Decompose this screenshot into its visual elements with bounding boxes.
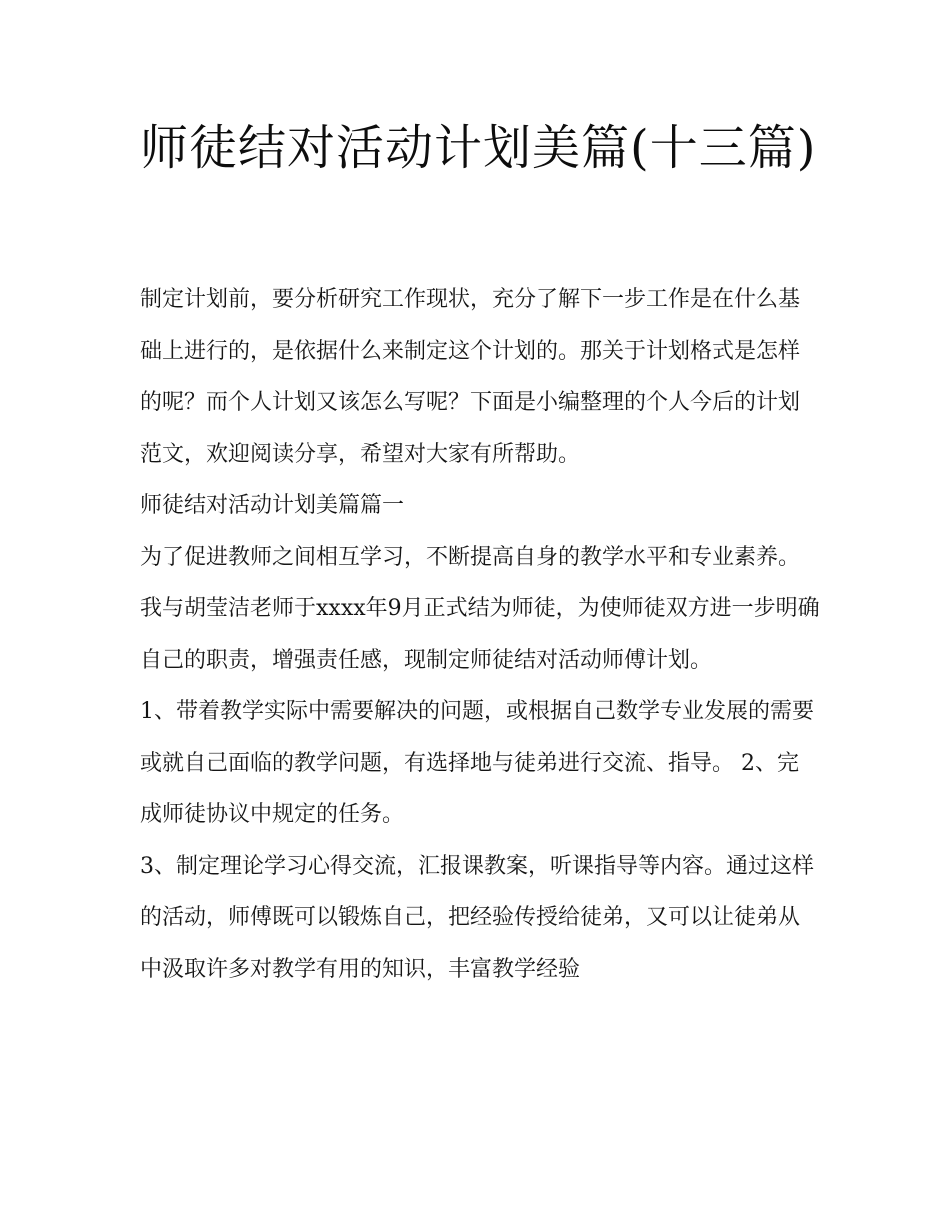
document-body bbox=[140, 274, 820, 995]
list-item-3: 3、制定理论学习心得交流，汇报课教案，听课指导等内容。通过这样的活动，师傅既可以锻炼自己，把经验传授给徒弟，又可以让徒弟从中汲取许多对教学有用的知识，丰富教学经验 bbox=[140, 853, 814, 982]
section-heading: 师徒结对活动计划美篇篇一 bbox=[140, 493, 405, 518]
intro-paragraph: 制定计划前，要分析研究工作现状，充分了解下一步工作是在什么基础上进行的，是依据什么来制定这个计划的。那关于计划格式是怎样的呢？而个人计划又该怎么写呢？下面是小编整理的个人今后的计划范文，欢迎阅读分享，希望对大家有所帮助。 bbox=[140, 287, 801, 467]
list-item-1: 1、带着教学实际中需要解决的问题，或根据自己数学专业发展的需要或就自己面临的教学问题，有选择地与徒弟进行交流、指导。 2、完成师徒协议中规定的任务。 bbox=[140, 699, 814, 827]
body-paragraph: 为了促进教师之间相互学习，不断提高自身的教学水平和专业素养。我与胡莹洁老师于xxxx年9月正式结为师徒，为使师徒双方进一步明确自己的职责，增强责任感，现制定师徒结对活动师傅计划。 bbox=[140, 544, 820, 673]
document-title: 师徒结对活动计划美篇(十三篇) bbox=[140, 120, 817, 176]
